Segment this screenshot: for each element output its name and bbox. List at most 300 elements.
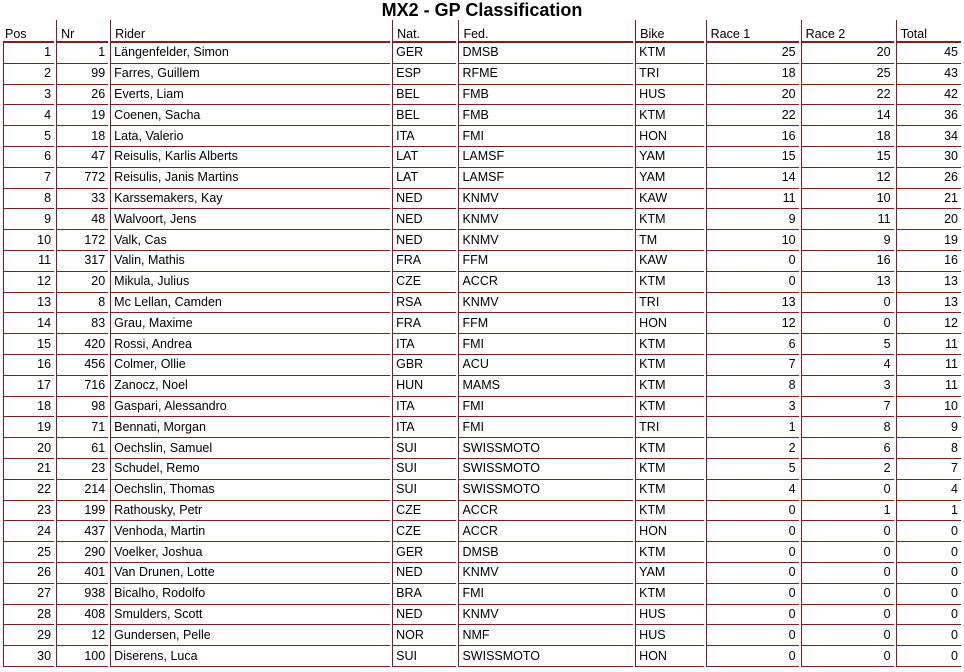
cell-race2: 0 [801, 584, 894, 605]
cell-total: 19 [896, 230, 961, 251]
cell-bike: KTM [635, 459, 703, 480]
cell-pos: 10 [3, 230, 54, 251]
cell-rider: Reisulis, Janis Martins [110, 168, 390, 189]
cell-nr: 716 [56, 376, 108, 397]
cell-total: 0 [896, 521, 961, 542]
cell-pos: 20 [3, 438, 54, 459]
table-row [3, 397, 961, 418]
cell-bike: KTM [635, 272, 703, 293]
cell-rider: Gundersen, Pelle [110, 625, 390, 646]
cell-race1: 0 [706, 625, 799, 646]
cell-bike: KAW [635, 189, 703, 210]
cell-nr: 199 [56, 501, 108, 522]
cell-race1: 0 [706, 563, 799, 584]
cell-race2: 25 [801, 64, 894, 85]
cell-total: 30 [896, 147, 961, 168]
cell-nat: ITA [392, 397, 456, 418]
cell-bike: YAM [635, 563, 703, 584]
cell-nat: LAT [392, 168, 456, 189]
cell-total: 8 [896, 438, 961, 459]
cell-rider: Valin, Mathis [110, 251, 390, 272]
cell-nat: SUI [392, 646, 456, 667]
cell-race2: 0 [801, 646, 894, 667]
cell-total: 4 [896, 480, 961, 501]
cell-pos: 5 [3, 126, 54, 147]
cell-total: 26 [896, 168, 961, 189]
cell-pos: 18 [3, 397, 54, 418]
table-row [3, 355, 961, 376]
cell-fed: FMI [458, 397, 633, 418]
cell-nat: ESP [392, 64, 456, 85]
table-row [3, 480, 961, 501]
cell-nr: 172 [56, 230, 108, 251]
cell-fed: FMB [458, 85, 633, 106]
table-row [3, 42, 961, 64]
cell-rider: Rossi, Andrea [110, 334, 390, 355]
cell-race2: 7 [801, 397, 894, 418]
cell-bike: HON [635, 521, 703, 542]
cell-total: 20 [896, 209, 961, 230]
cell-rider: Lata, Valerio [110, 126, 390, 147]
cell-nat: ITA [392, 417, 456, 438]
cell-fed: DMSB [458, 542, 633, 563]
cell-race2: 6 [801, 438, 894, 459]
cell-pos: 22 [3, 480, 54, 501]
cell-nat: BRA [392, 584, 456, 605]
cell-total: 43 [896, 64, 961, 85]
cell-nr: 772 [56, 168, 108, 189]
cell-nr: 317 [56, 251, 108, 272]
cell-pos: 9 [3, 209, 54, 230]
cell-rider: Everts, Liam [110, 85, 390, 106]
table-row [3, 85, 961, 106]
cell-rider: Karssemakers, Kay [110, 189, 390, 210]
cell-bike: TM [635, 230, 703, 251]
cell-bike: KTM [635, 42, 703, 64]
cell-bike: KTM [635, 542, 703, 563]
cell-bike: HON [635, 646, 703, 667]
cell-nr: 408 [56, 605, 108, 626]
cell-race1: 14 [706, 168, 799, 189]
cell-nat: GER [392, 42, 456, 64]
cell-bike: HUS [635, 625, 703, 646]
header-nat[interactable]: Nat. [392, 20, 456, 42]
cell-pos: 24 [3, 521, 54, 542]
cell-rider: Rathousky, Petr [110, 501, 390, 522]
cell-race1: 18 [706, 64, 799, 85]
cell-race2: 15 [801, 147, 894, 168]
cell-race2: 0 [801, 313, 894, 334]
cell-race1: 25 [706, 42, 799, 64]
cell-race2: 20 [801, 42, 894, 64]
cell-fed: FMI [458, 126, 633, 147]
cell-race1: 12 [706, 313, 799, 334]
header-bike[interactable]: Bike [635, 20, 703, 42]
cell-pos: 23 [3, 501, 54, 522]
cell-bike: KTM [635, 105, 703, 126]
cell-nr: 100 [56, 646, 108, 667]
cell-race2: 0 [801, 521, 894, 542]
table-row [3, 334, 961, 355]
cell-race2: 2 [801, 459, 894, 480]
page-title: MX2 - GP Classification [381, 0, 583, 20]
cell-nr: 26 [56, 85, 108, 106]
header-nr[interactable]: Nr [56, 20, 108, 42]
cell-nr: 938 [56, 584, 108, 605]
cell-nr: 420 [56, 334, 108, 355]
table-row [3, 105, 961, 126]
cell-nat: NED [392, 209, 456, 230]
cell-pos: 13 [3, 293, 54, 314]
table-row [3, 293, 961, 314]
cell-nr: 83 [56, 313, 108, 334]
cell-rider: Walvoort, Jens [110, 209, 390, 230]
cell-fed: SWISSMOTO [458, 459, 633, 480]
cell-race1: 3 [706, 397, 799, 418]
cell-nat: NED [392, 605, 456, 626]
cell-fed: KNMV [458, 605, 633, 626]
cell-fed: FFM [458, 251, 633, 272]
cell-bike: HUS [635, 605, 703, 626]
cell-fed: KNMV [458, 209, 633, 230]
cell-total: 7 [896, 459, 961, 480]
cell-pos: 2 [3, 64, 54, 85]
cell-nr: 456 [56, 355, 108, 376]
table-row [3, 646, 961, 667]
cell-race2: 22 [801, 85, 894, 106]
cell-nr: 214 [56, 480, 108, 501]
cell-race2: 18 [801, 126, 894, 147]
cell-fed: FMB [458, 105, 633, 126]
table-row [3, 625, 961, 646]
cell-fed: SWISSMOTO [458, 438, 633, 459]
cell-total: 45 [896, 42, 961, 64]
cell-rider: Oechslin, Thomas [110, 480, 390, 501]
cell-race1: 6 [706, 334, 799, 355]
cell-race2: 1 [801, 501, 894, 522]
cell-pos: 4 [3, 105, 54, 126]
table-row [3, 376, 961, 397]
table-row [3, 417, 961, 438]
cell-fed: FFM [458, 313, 633, 334]
table-row [3, 64, 961, 85]
cell-nr: 1 [56, 42, 108, 64]
cell-race1: 11 [706, 189, 799, 210]
cell-total: 1 [896, 501, 961, 522]
table-row [3, 459, 961, 480]
table-row [3, 542, 961, 563]
cell-total: 10 [896, 397, 961, 418]
cell-rider: Grau, Maxime [110, 313, 390, 334]
cell-race1: 10 [706, 230, 799, 251]
cell-fed: KNMV [458, 189, 633, 210]
header-pos[interactable]: Pos [3, 20, 54, 42]
cell-race1: 15 [706, 147, 799, 168]
cell-race2: 0 [801, 293, 894, 314]
cell-race2: 12 [801, 168, 894, 189]
cell-bike: KTM [635, 501, 703, 522]
cell-bike: KTM [635, 355, 703, 376]
cell-bike: KTM [635, 209, 703, 230]
cell-pos: 17 [3, 376, 54, 397]
cell-total: 11 [896, 355, 961, 376]
cell-bike: KTM [635, 480, 703, 501]
cell-total: 42 [896, 85, 961, 106]
cell-rider: Bicalho, Rodolfo [110, 584, 390, 605]
cell-pos: 28 [3, 605, 54, 626]
cell-race2: 9 [801, 230, 894, 251]
cell-nat: HUN [392, 376, 456, 397]
cell-pos: 16 [3, 355, 54, 376]
cell-bike: TRI [635, 293, 703, 314]
cell-total: 11 [896, 376, 961, 397]
cell-fed: KNMV [458, 230, 633, 251]
cell-pos: 21 [3, 459, 54, 480]
cell-nat: FRA [392, 313, 456, 334]
cell-nat: RSA [392, 293, 456, 314]
cell-total: 12 [896, 313, 961, 334]
cell-rider: Farres, Guillem [110, 64, 390, 85]
cell-nat: NED [392, 230, 456, 251]
cell-bike: TRI [635, 417, 703, 438]
header-total[interactable]: Total [896, 20, 961, 42]
cell-bike: KTM [635, 397, 703, 418]
cell-fed: DMSB [458, 42, 633, 64]
cell-rider: Schudel, Remo [110, 459, 390, 480]
cell-race1: 0 [706, 272, 799, 293]
cell-nat: LAT [392, 147, 456, 168]
cell-rider: Reisulis, Karlis Alberts [110, 147, 390, 168]
table-row [3, 313, 961, 334]
cell-bike: HUS [635, 85, 703, 106]
cell-fed: FMI [458, 584, 633, 605]
cell-fed: SWISSMOTO [458, 480, 633, 501]
cell-total: 9 [896, 417, 961, 438]
cell-total: 21 [896, 189, 961, 210]
cell-fed: LAMSF [458, 147, 633, 168]
cell-nr: 23 [56, 459, 108, 480]
cell-nr: 33 [56, 189, 108, 210]
cell-nr: 290 [56, 542, 108, 563]
cell-pos: 26 [3, 563, 54, 584]
cell-fed: ACCR [458, 272, 633, 293]
cell-nat: CZE [392, 521, 456, 542]
cell-pos: 8 [3, 189, 54, 210]
cell-race2: 11 [801, 209, 894, 230]
cell-race2: 14 [801, 105, 894, 126]
cell-nr: 47 [56, 147, 108, 168]
cell-nat: CZE [392, 272, 456, 293]
cell-nat: SUI [392, 438, 456, 459]
cell-nat: GER [392, 542, 456, 563]
cell-pos: 3 [3, 85, 54, 106]
cell-fed: RFME [458, 64, 633, 85]
cell-nat: NED [392, 563, 456, 584]
cell-race1: 4 [706, 480, 799, 501]
table-row [3, 126, 961, 147]
cell-nat: BEL [392, 85, 456, 106]
cell-race1: 9 [706, 209, 799, 230]
header-race2[interactable]: Race 2 [801, 20, 894, 42]
cell-race1: 1 [706, 417, 799, 438]
cell-pos: 7 [3, 168, 54, 189]
cell-nr: 99 [56, 64, 108, 85]
cell-fed: ACCR [458, 501, 633, 522]
cell-pos: 14 [3, 313, 54, 334]
cell-race1: 0 [706, 584, 799, 605]
cell-total: 13 [896, 293, 961, 314]
table-row [3, 605, 961, 626]
cell-bike: YAM [635, 147, 703, 168]
cell-bike: KTM [635, 584, 703, 605]
table-row [3, 251, 961, 272]
cell-nat: NOR [392, 625, 456, 646]
cell-rider: Valk, Cas [110, 230, 390, 251]
cell-fed: ACU [458, 355, 633, 376]
cell-nat: ITA [392, 126, 456, 147]
cell-rider: Mikula, Julius [110, 272, 390, 293]
cell-fed: NMF [458, 625, 633, 646]
cell-rider: Voelker, Joshua [110, 542, 390, 563]
cell-nat: SUI [392, 459, 456, 480]
cell-rider: Colmer, Ollie [110, 355, 390, 376]
cell-race1: 16 [706, 126, 799, 147]
cell-pos: 30 [3, 646, 54, 667]
cell-pos: 12 [3, 272, 54, 293]
cell-race2: 16 [801, 251, 894, 272]
cell-race2: 5 [801, 334, 894, 355]
cell-race1: 8 [706, 376, 799, 397]
cell-nr: 98 [56, 397, 108, 418]
cell-total: 0 [896, 563, 961, 584]
cell-race1: 0 [706, 251, 799, 272]
cell-nr: 48 [56, 209, 108, 230]
cell-nat: SUI [392, 480, 456, 501]
cell-race1: 5 [706, 459, 799, 480]
cell-race1: 22 [706, 105, 799, 126]
cell-race1: 0 [706, 501, 799, 522]
table-row [3, 584, 961, 605]
cell-nr: 61 [56, 438, 108, 459]
cell-race1: 13 [706, 293, 799, 314]
table-row [3, 563, 961, 584]
cell-race1: 2 [706, 438, 799, 459]
cell-total: 16 [896, 251, 961, 272]
cell-rider: Gaspari, Alessandro [110, 397, 390, 418]
table-row [3, 147, 961, 168]
cell-total: 0 [896, 584, 961, 605]
cell-pos: 25 [3, 542, 54, 563]
cell-race2: 4 [801, 355, 894, 376]
cell-rider: Coenen, Sacha [110, 105, 390, 126]
cell-pos: 1 [3, 42, 54, 64]
table-row [3, 438, 961, 459]
cell-fed: KNMV [458, 293, 633, 314]
cell-rider: Bennati, Morgan [110, 417, 390, 438]
header-fed[interactable]: Fed. [458, 20, 633, 42]
table-row [3, 230, 961, 251]
cell-pos: 19 [3, 417, 54, 438]
cell-nat: ITA [392, 334, 456, 355]
cell-nr: 12 [56, 625, 108, 646]
cell-rider: Oechslin, Samuel [110, 438, 390, 459]
cell-pos: 6 [3, 147, 54, 168]
cell-total: 0 [896, 605, 961, 626]
header-race1[interactable]: Race 1 [706, 20, 799, 42]
table-row [3, 521, 961, 542]
cell-nat: BEL [392, 105, 456, 126]
cell-nat: GBR [392, 355, 456, 376]
cell-fed: SWISSMOTO [458, 646, 633, 667]
cell-race2: 0 [801, 625, 894, 646]
cell-fed: MAMS [458, 376, 633, 397]
cell-race1: 0 [706, 605, 799, 626]
cell-rider: Diserens, Luca [110, 646, 390, 667]
cell-race1: 0 [706, 521, 799, 542]
cell-race1: 20 [706, 85, 799, 106]
cell-race2: 3 [801, 376, 894, 397]
cell-nat: CZE [392, 501, 456, 522]
cell-rider: Smulders, Scott [110, 605, 390, 626]
cell-total: 0 [896, 646, 961, 667]
cell-race2: 0 [801, 605, 894, 626]
cell-fed: LAMSF [458, 168, 633, 189]
cell-pos: 15 [3, 334, 54, 355]
cell-rider: Mc Lellan, Camden [110, 293, 390, 314]
cell-bike: KTM [635, 438, 703, 459]
cell-total: 36 [896, 105, 961, 126]
cell-total: 13 [896, 272, 961, 293]
cell-bike: KTM [635, 376, 703, 397]
cell-bike: HON [635, 126, 703, 147]
table-row [3, 501, 961, 522]
cell-rider: Venhoda, Martin [110, 521, 390, 542]
cell-rider: Längenfelder, Simon [110, 42, 390, 64]
cell-pos: 27 [3, 584, 54, 605]
table-row [3, 189, 961, 210]
cell-rider: Van Drunen, Lotte [110, 563, 390, 584]
cell-bike: HON [635, 313, 703, 334]
cell-fed: FMI [458, 334, 633, 355]
cell-nr: 401 [56, 563, 108, 584]
classification-table [1, 20, 963, 667]
header-row [3, 20, 961, 42]
cell-race2: 13 [801, 272, 894, 293]
cell-rider: Zanocz, Noel [110, 376, 390, 397]
cell-nat: NED [392, 189, 456, 210]
cell-nat: FRA [392, 251, 456, 272]
cell-total: 34 [896, 126, 961, 147]
cell-total: 0 [896, 625, 961, 646]
cell-race2: 0 [801, 480, 894, 501]
cell-nr: 18 [56, 126, 108, 147]
cell-bike: TRI [635, 64, 703, 85]
table-row [3, 209, 961, 230]
header-rider[interactable]: Rider [110, 20, 390, 42]
table-row [3, 272, 961, 293]
cell-nr: 19 [56, 105, 108, 126]
table-row [3, 168, 961, 189]
cell-nr: 71 [56, 417, 108, 438]
cell-race2: 0 [801, 542, 894, 563]
cell-fed: ACCR [458, 521, 633, 542]
cell-race1: 0 [706, 646, 799, 667]
cell-bike: KAW [635, 251, 703, 272]
cell-total: 11 [896, 334, 961, 355]
cell-bike: YAM [635, 168, 703, 189]
cell-pos: 11 [3, 251, 54, 272]
cell-nr: 20 [56, 272, 108, 293]
